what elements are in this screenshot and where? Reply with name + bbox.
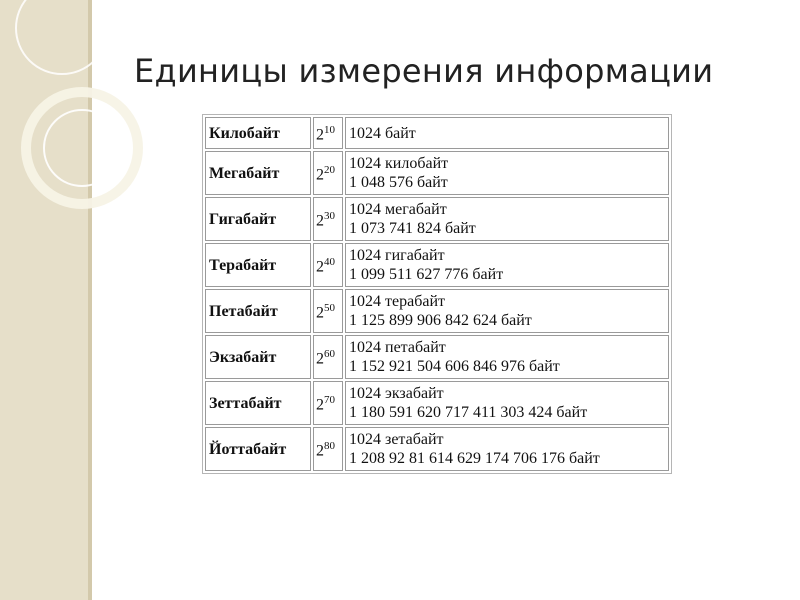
unit-name: Терабайт bbox=[205, 243, 311, 287]
power-exponent: 60 bbox=[324, 348, 335, 361]
power-base: 2 bbox=[316, 304, 324, 322]
power-exponent: 10 bbox=[324, 124, 335, 137]
value-line-2: 1 048 576 байт bbox=[349, 174, 448, 191]
table-row bbox=[205, 197, 669, 241]
unit-power bbox=[313, 427, 343, 471]
unit-name: Мегабайт bbox=[205, 151, 311, 195]
value-line-1: 1024 петабайт bbox=[349, 339, 446, 356]
power-base: 2 bbox=[316, 442, 324, 460]
power-base: 2 bbox=[316, 258, 324, 276]
value-line-2: 1 099 511 627 776 байт bbox=[349, 266, 504, 283]
value-line-1: 1024 байт bbox=[349, 124, 416, 142]
value-line-2: 1 073 741 824 байт bbox=[349, 220, 476, 237]
unit-power bbox=[313, 289, 343, 333]
unit-power bbox=[313, 151, 343, 195]
power-base: 2 bbox=[316, 126, 324, 144]
unit-name: Гигабайт bbox=[205, 197, 311, 241]
power-base: 2 bbox=[316, 396, 324, 414]
power-exponent: 70 bbox=[324, 394, 335, 407]
unit-power bbox=[313, 243, 343, 287]
power-exponent: 50 bbox=[324, 302, 335, 315]
power-exponent: 80 bbox=[324, 440, 335, 453]
unit-value bbox=[345, 427, 669, 471]
table-row bbox=[205, 289, 669, 333]
slide-title: Единицы измерения информации bbox=[134, 52, 714, 90]
unit-value bbox=[345, 151, 669, 195]
unit-power bbox=[313, 335, 343, 379]
units-table bbox=[203, 115, 671, 473]
value-line-1: 1024 экзабайт bbox=[349, 385, 444, 402]
table-row bbox=[205, 151, 669, 195]
unit-name: Йоттабайт bbox=[205, 427, 311, 471]
unit-value bbox=[345, 335, 669, 379]
table-row bbox=[205, 335, 669, 379]
power-base: 2 bbox=[316, 212, 324, 230]
power-exponent: 30 bbox=[324, 210, 335, 223]
value-line-1: 1024 терабайт bbox=[349, 293, 445, 310]
unit-name: Петабайт bbox=[205, 289, 311, 333]
units-table-frame bbox=[202, 114, 672, 474]
value-line-2: 1 152 921 504 606 846 976 байт bbox=[349, 358, 560, 375]
value-line-2: 1 208 92 81 614 629 174 706 176 байт bbox=[349, 450, 600, 467]
unit-value bbox=[345, 243, 669, 287]
unit-value bbox=[345, 381, 669, 425]
table-row bbox=[205, 243, 669, 287]
value-line-1: 1024 мегабайт bbox=[349, 201, 447, 218]
table-row bbox=[205, 117, 669, 149]
unit-power bbox=[313, 197, 343, 241]
power-exponent: 40 bbox=[324, 256, 335, 269]
value-line-2: 1 180 591 620 717 411 303 424 байт bbox=[349, 404, 588, 421]
unit-name: Экзабайт bbox=[205, 335, 311, 379]
unit-value bbox=[345, 197, 669, 241]
unit-value bbox=[345, 117, 669, 149]
power-base: 2 bbox=[316, 166, 324, 184]
value-line-1: 1024 гигабайт bbox=[349, 247, 445, 264]
power-base: 2 bbox=[316, 350, 324, 368]
unit-value bbox=[345, 289, 669, 333]
unit-name: Килобайт bbox=[205, 117, 311, 149]
table-row bbox=[205, 427, 669, 471]
table-row bbox=[205, 381, 669, 425]
unit-name: Зеттабайт bbox=[205, 381, 311, 425]
unit-power bbox=[313, 117, 343, 149]
power-exponent: 20 bbox=[324, 164, 335, 177]
unit-power bbox=[313, 381, 343, 425]
value-line-1: 1024 зетабайт bbox=[349, 431, 444, 448]
value-line-1: 1024 килобайт bbox=[349, 155, 449, 172]
decorative-rings bbox=[0, 0, 160, 260]
value-line-2: 1 125 899 906 842 624 байт bbox=[349, 312, 532, 329]
